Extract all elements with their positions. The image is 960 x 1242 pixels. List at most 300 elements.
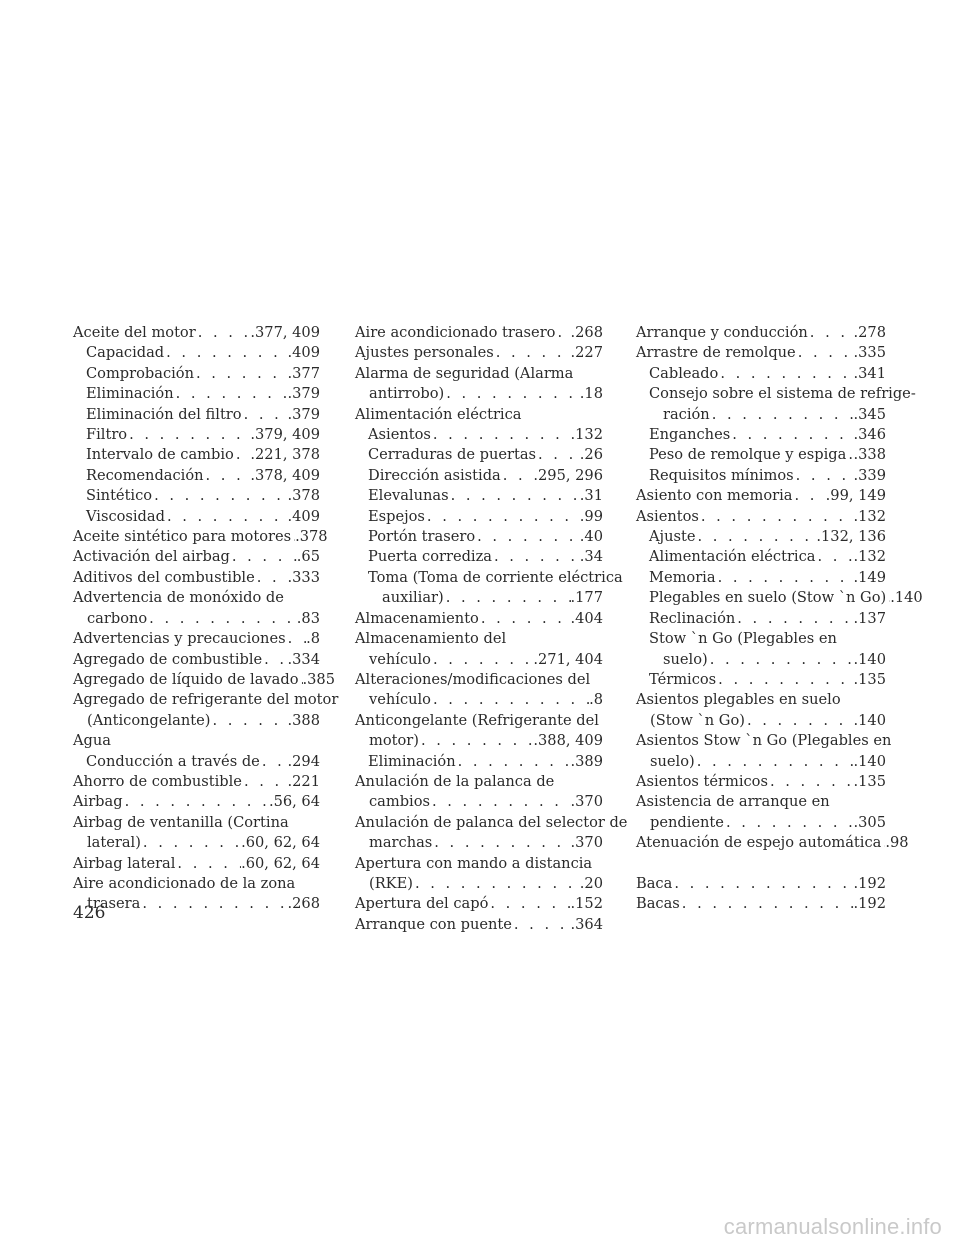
index-entry-term: Alimentación eléctrica [649, 548, 816, 566]
index-entry-term: Puerta corrediza [368, 548, 492, 566]
index-entry-line [73, 609, 320, 629]
index-entry-pages: .378 [295, 528, 328, 546]
index-entry-pages: .31 [579, 487, 603, 505]
index-entry-term: Atenuación de espejo automática [636, 834, 882, 852]
index-entry-term: Agregado de líquido de lavado [73, 670, 299, 688]
index-leader-dots [147, 609, 297, 629]
index-entry [636, 833, 909, 853]
index-entry-term: Airbag de ventanilla (Cortina [73, 813, 289, 831]
index-entry [636, 731, 892, 772]
index-subentry [636, 609, 886, 629]
index-entry-line [368, 507, 603, 527]
index-entry-term: Ajuste [649, 528, 696, 546]
index-entry-term-cont: ración [663, 405, 710, 423]
index-entry-term: Stow `n Go (Plegables en [649, 630, 837, 648]
index-entry-term: Aditivos del combustible [73, 568, 255, 586]
index-entry-term: Memoria [649, 568, 716, 586]
index-entry-pages: .388 [287, 711, 320, 729]
index-entry-term: Almacenamiento [355, 609, 479, 627]
index-entry-line [636, 772, 886, 792]
index-leader-dots [431, 425, 571, 445]
index-entry-term-cont: (RKE) [369, 874, 413, 892]
index-entry-line [636, 343, 886, 363]
index-entry-line [86, 384, 320, 404]
index-entry-pages: .137 [853, 609, 886, 627]
index-leader-dots [672, 874, 853, 894]
index-entry-line [368, 486, 603, 506]
index-leader-dots [808, 323, 854, 343]
index-leader-dots [449, 486, 580, 506]
index-entry [73, 772, 320, 792]
index-subentry [73, 405, 320, 425]
index-entry-pages: .341 [853, 364, 886, 382]
index-subentry [355, 568, 623, 609]
index-subentry [355, 547, 603, 567]
index-subentry [636, 445, 886, 465]
index-entry-pages: .18 [579, 385, 603, 403]
index-entry-line [636, 323, 886, 343]
index-entry [73, 650, 320, 670]
index-entry-line [368, 466, 603, 486]
index-entry [636, 894, 886, 914]
index-entry [355, 813, 628, 854]
index-entry-term: Aire acondicionado de la zona [73, 874, 296, 892]
index-subentry [636, 670, 886, 690]
index-entry-pages: .345 [853, 405, 886, 423]
index-subentry [355, 527, 603, 547]
index-subentry [636, 527, 886, 547]
index-entry-pages: .65 [296, 548, 320, 566]
index-entry-line [649, 527, 886, 547]
index-entry-term: Eliminación [86, 385, 174, 403]
index-entry-pages: .378 [287, 487, 320, 505]
index-entry-pages: .140 [853, 752, 886, 770]
index-entry-term-cont: marchas [369, 834, 433, 852]
index-leader-dots [123, 792, 269, 812]
index-entry [355, 609, 603, 629]
index-entry-term: Almacenamiento del [355, 630, 507, 648]
index-entry-line [649, 568, 886, 588]
index-entry-term: Ajustes personales [355, 344, 494, 362]
index-entry-pages: .378, 409 [250, 466, 320, 484]
index-entry-line [355, 609, 603, 629]
index-entry-pages: .333 [287, 568, 320, 586]
index-entry-term: Viscosidad [86, 507, 165, 525]
index-entry-pages: .377, 409 [250, 324, 320, 341]
index-entry [355, 323, 603, 343]
index-leader-dots [794, 466, 854, 486]
index-entry-term: Agregado de refrigerante del motor [73, 691, 339, 709]
index-leader-dots [512, 915, 571, 935]
index-leader-dots [555, 323, 570, 343]
index-leader-dots [255, 568, 288, 588]
index-leader-dots [194, 364, 288, 384]
index-leader-dots [174, 384, 288, 404]
index-entry [73, 323, 320, 343]
index-subentry [73, 466, 320, 486]
index-leader-dots [768, 772, 854, 792]
index-entry-pages: .140 [890, 589, 923, 607]
index-leader-dots [501, 466, 534, 486]
index-leader-dots [494, 343, 571, 363]
index-leader-dots [210, 711, 287, 731]
index-entry-line [368, 752, 603, 772]
index-subentry [73, 425, 320, 445]
index-entry-term: Requisitos mínimos [649, 466, 794, 484]
index-entry-line [73, 568, 320, 588]
index-entry-line [368, 527, 603, 547]
index-entry-term: Bacas [636, 894, 680, 912]
index-entry-term: Anticongelante (Refrigerante del [355, 711, 599, 729]
index-entry-line [636, 874, 886, 894]
index-entry-term-cont: carbono [87, 609, 148, 627]
index-leader-dots [724, 813, 854, 833]
index-entry-line [73, 854, 320, 874]
index-leader-dots [492, 547, 580, 567]
index-entry-term: Aire acondicionado trasero [355, 324, 556, 341]
index-entry [355, 629, 603, 670]
index-entry [355, 854, 603, 895]
index-entry-line [355, 343, 603, 363]
index-entry-term: Peso de remolque y espiga [649, 446, 847, 464]
index-column-3 [636, 323, 923, 914]
index-entry-pages: .221 [287, 772, 320, 790]
index-subentry [73, 507, 320, 527]
index-entry-pages: .278 [853, 324, 886, 341]
index-entry-pages: .56, 64 [268, 793, 320, 811]
index-entry-pages: .305 [853, 813, 886, 831]
index-entry-term: Dirección asistida [368, 466, 501, 484]
index-entry-term: Asientos [368, 426, 431, 444]
index-entry-line [636, 833, 909, 853]
index-leader-dots [419, 731, 533, 751]
index-entry [73, 547, 320, 567]
index-entry [73, 629, 320, 649]
index-subentry [636, 568, 886, 588]
watermark: carmanualsonline.info [723, 1214, 942, 1239]
page-number: 426 [73, 903, 106, 923]
index-entry [636, 874, 886, 894]
index-entry-pages: .404 [570, 609, 603, 627]
index-entry-term: Espejos [368, 507, 425, 525]
index-entry-term: Enganches [649, 426, 731, 444]
index-subentry [355, 507, 603, 527]
index-entry-pages: .60, 62, 64 [241, 854, 320, 872]
index-entry-pages: .370 [570, 834, 603, 852]
index-entry-term: Eliminación [368, 752, 456, 770]
index-entry-pages: .177 [570, 589, 603, 607]
index-entry-term-cont: cambios [369, 793, 430, 811]
index-entry-line [86, 445, 320, 465]
index-entry [355, 343, 603, 363]
index-entry-pages: .99 [579, 507, 603, 525]
index-entry-line [86, 486, 320, 506]
index-entry-term: Eliminación del filtro [86, 405, 242, 423]
index-entry-line [73, 547, 320, 567]
index-entry-pages: .26 [579, 446, 603, 464]
index-entry [73, 568, 320, 588]
index-entry-term-cont: motor) [369, 732, 419, 750]
index-entry-pages: .149 [853, 568, 886, 586]
index-entry-term-cont: pendiente [650, 813, 724, 831]
index-entry-pages: .132 [853, 548, 886, 566]
index-entry-term-cont: suelo) [650, 752, 695, 770]
index-entry-pages: .152 [570, 895, 603, 913]
index-entry-pages: .339 [853, 466, 886, 484]
index-entry-term-cont: (Anticongelante) [87, 711, 211, 729]
index-entry [636, 507, 886, 527]
index-entry-line [649, 650, 886, 670]
index-entry [73, 874, 320, 915]
index-entry-term: Asientos plegables en suelo [636, 691, 841, 709]
index-entry-pages: .192 [853, 894, 886, 912]
index-entry [355, 772, 603, 813]
index-leader-dots [175, 854, 241, 874]
index-entry-line [636, 507, 886, 527]
index-entry-pages: .389 [570, 752, 603, 770]
index-leader-dots [204, 466, 251, 486]
index-subentry [636, 425, 886, 445]
index-leader-dots [479, 609, 571, 629]
index-entry [636, 486, 886, 506]
index-leader-dots [716, 670, 853, 690]
index-leader-dots [234, 445, 251, 465]
index-entry-term: Plegables en suelo (Stow `n Go) [649, 589, 887, 607]
index-leader-dots [152, 486, 287, 506]
index-entry-line [649, 405, 886, 425]
index-leader-dots [456, 752, 571, 772]
index-entry-line [86, 405, 320, 425]
index-entry [355, 711, 603, 752]
index-subentry [636, 364, 886, 384]
index-leader-dots [260, 752, 288, 772]
index-entry [73, 813, 320, 854]
index-entry-term: Anulación de palanca del selector de [355, 813, 628, 831]
index-entry-term: Baca [636, 874, 673, 892]
index-leader-dots [165, 507, 288, 527]
index-leader-dots [792, 486, 825, 506]
index-entry-line [649, 445, 886, 465]
index-entry-term: Reclinación [649, 609, 736, 627]
index-entry-term: Arranque y conducción [636, 324, 808, 341]
index-entry-pages: .338 [853, 446, 886, 464]
index-entry-term: Arrastre de remolque [636, 344, 796, 362]
index-leader-dots [815, 547, 853, 567]
index-entry-line [355, 650, 603, 670]
index-subentry [355, 466, 603, 486]
index-entry-term: Consejo sobre el sistema de refrige- [649, 385, 916, 403]
index-entry-pages: .385 [302, 670, 335, 688]
index-entry [355, 894, 603, 914]
index-subentry [355, 486, 603, 506]
index-entry-line [73, 650, 320, 670]
index-entry-term-cont: lateral) [87, 834, 141, 852]
index-subentry [73, 384, 320, 404]
index-entry-pages: .346 [853, 426, 886, 444]
index-subentry [73, 445, 320, 465]
index-entry-term-cont: vehículo [369, 691, 431, 709]
index-entry-term: Arranque con puente [355, 915, 512, 933]
index-entry-line [636, 486, 886, 506]
index-entry-pages: .135 [853, 772, 886, 790]
index-entry-pages: .20 [579, 874, 603, 892]
index-entry-pages: .377 [287, 364, 320, 382]
index-leader-dots [735, 609, 853, 629]
index-entry-pages: .140 [853, 711, 886, 729]
index-entry-term: Toma (Toma de corriente eléctrica [368, 568, 623, 586]
index-entry-pages: .388, 409 [533, 732, 603, 750]
index-entry-term: Asientos [636, 507, 699, 525]
index-entry-pages: .271, 404 [533, 650, 603, 668]
index-entry-line [73, 670, 335, 690]
index-entry-line [73, 323, 320, 343]
index-leader-dots [536, 445, 580, 465]
index-leader-dots [242, 772, 288, 792]
index-entry [636, 323, 886, 343]
index-entry-line [355, 792, 603, 812]
index-entry [636, 792, 886, 833]
index-entry-line [649, 466, 886, 486]
index-leader-dots [716, 568, 854, 588]
index-entry-pages: .135 [853, 670, 886, 688]
index-entry [636, 690, 886, 731]
index-leader-dots [718, 364, 853, 384]
index-leader-dots [432, 833, 570, 853]
index-entry-line [355, 874, 603, 894]
index-entry-term: Comprobación [86, 364, 194, 382]
index-entry-line [368, 445, 603, 465]
index-entry-pages: .221, 378 [250, 446, 320, 464]
index-entry-line [86, 752, 320, 772]
index-entry-term: Anulación de la palanca de [355, 772, 555, 790]
index-entry-term-cont: (Stow `n Go) [650, 711, 745, 729]
index-leader-dots [413, 874, 580, 894]
index-entry-line [73, 894, 320, 914]
index-entry [636, 772, 886, 792]
index-entry-term: Portón trasero [368, 528, 476, 546]
index-subentry [73, 343, 320, 363]
index-entry-pages: .34 [579, 548, 603, 566]
index-entry-pages: .60, 62, 64 [241, 834, 320, 852]
index-entry-term: Térmicos [649, 670, 717, 688]
index-entry-term: Sintético [86, 487, 153, 505]
index-leader-dots [444, 588, 571, 608]
index-entry-term: Apertura con mando a distancia [355, 854, 593, 872]
index-entry-pages: .295, 296 [533, 466, 603, 484]
index-entry-pages: .409 [287, 507, 320, 525]
index-entry-pages: .192 [853, 874, 886, 892]
index-entry [73, 670, 335, 690]
index-entry-term: Aceite sintético para motores [73, 528, 292, 546]
index-entry [73, 527, 328, 547]
index-leader-dots [699, 507, 854, 527]
index-entry [355, 670, 603, 711]
index-entry-line [355, 833, 603, 853]
index-leader-dots [196, 323, 251, 343]
index-entry [355, 405, 603, 425]
index-leader-dots [710, 405, 854, 425]
index-entry-line [355, 323, 603, 343]
index-subentry [355, 752, 603, 772]
index-leader-dots [431, 690, 589, 710]
index-entry-term: Advertencia de monóxido de [73, 589, 284, 607]
index-entry-line [368, 547, 603, 567]
index-entry-term-cont: trasera [87, 895, 141, 913]
index-entry-term-cont: auxiliar) [382, 589, 444, 607]
index-entry [73, 731, 320, 751]
index-subentry [636, 588, 923, 608]
index-entry-term-cont: vehículo [369, 650, 431, 668]
index-entry-line [636, 894, 886, 914]
index-entry-pages: .294 [287, 752, 320, 770]
index-entry [636, 343, 886, 363]
index-entry-pages: .8 [306, 630, 320, 648]
index-entry-pages: .379 [287, 405, 320, 423]
index-subentry [636, 629, 886, 670]
index-column-2 [355, 323, 628, 935]
index-leader-dots [730, 425, 853, 445]
index-entry-term: Alarma de seguridad (Alarma [355, 364, 574, 382]
index-entry-line [73, 792, 320, 812]
index-entry-term: Conducción a través de [86, 752, 260, 770]
index-leader-dots [796, 343, 854, 363]
index-subentry [73, 752, 320, 772]
index-entry-pages: .227 [570, 344, 603, 362]
index-column-1 [73, 323, 339, 915]
index-entry-line [73, 527, 328, 547]
index-entry-term: Ahorro de combustible [73, 772, 242, 790]
index-subentry [355, 425, 603, 445]
index-entry-term: Asientos Stow `n Go (Plegables en [636, 732, 892, 750]
index-entry-pages: .379 [287, 385, 320, 403]
index-leader-dots [430, 792, 571, 812]
index-entry-line [86, 364, 320, 384]
index-entry-pages: .379, 409 [250, 426, 320, 444]
index-entry-line [73, 833, 320, 853]
index-entry-line [649, 588, 923, 608]
index-entry-term: Cerraduras de puertas [368, 446, 537, 464]
index-entry-line [649, 670, 886, 690]
index-entry-term: Elevalunas [368, 487, 449, 505]
index-entry-pages: .8 [589, 691, 603, 709]
index-leader-dots [745, 711, 854, 731]
index-entry-line [649, 547, 886, 567]
index-entry-pages: .83 [296, 609, 320, 627]
index-entry-line [73, 629, 320, 649]
index-entry-line [73, 711, 320, 731]
index-entry-line [355, 384, 603, 404]
index-leader-dots [431, 650, 533, 670]
index-entry [73, 854, 320, 874]
index-subentry [636, 384, 916, 425]
index-entry-term: Advertencias y precauciones [73, 630, 286, 648]
index-subentry [355, 445, 603, 465]
index-entry-line [368, 425, 603, 445]
index-entry-line [86, 466, 320, 486]
index-leader-dots [127, 425, 250, 445]
index-leader-dots [242, 405, 288, 425]
index-gap [636, 854, 886, 874]
index-entry-pages: .140 [853, 650, 886, 668]
index-leader-dots [444, 384, 580, 404]
index-entry-line [636, 711, 886, 731]
index-leader-dots [475, 527, 580, 547]
index-subentry [73, 364, 320, 384]
index-entry-term: Recomendación [86, 466, 204, 484]
index-entry-line [355, 915, 603, 935]
index-entry-pages: .132, 136 [816, 528, 886, 546]
index-entry-line [368, 588, 603, 608]
